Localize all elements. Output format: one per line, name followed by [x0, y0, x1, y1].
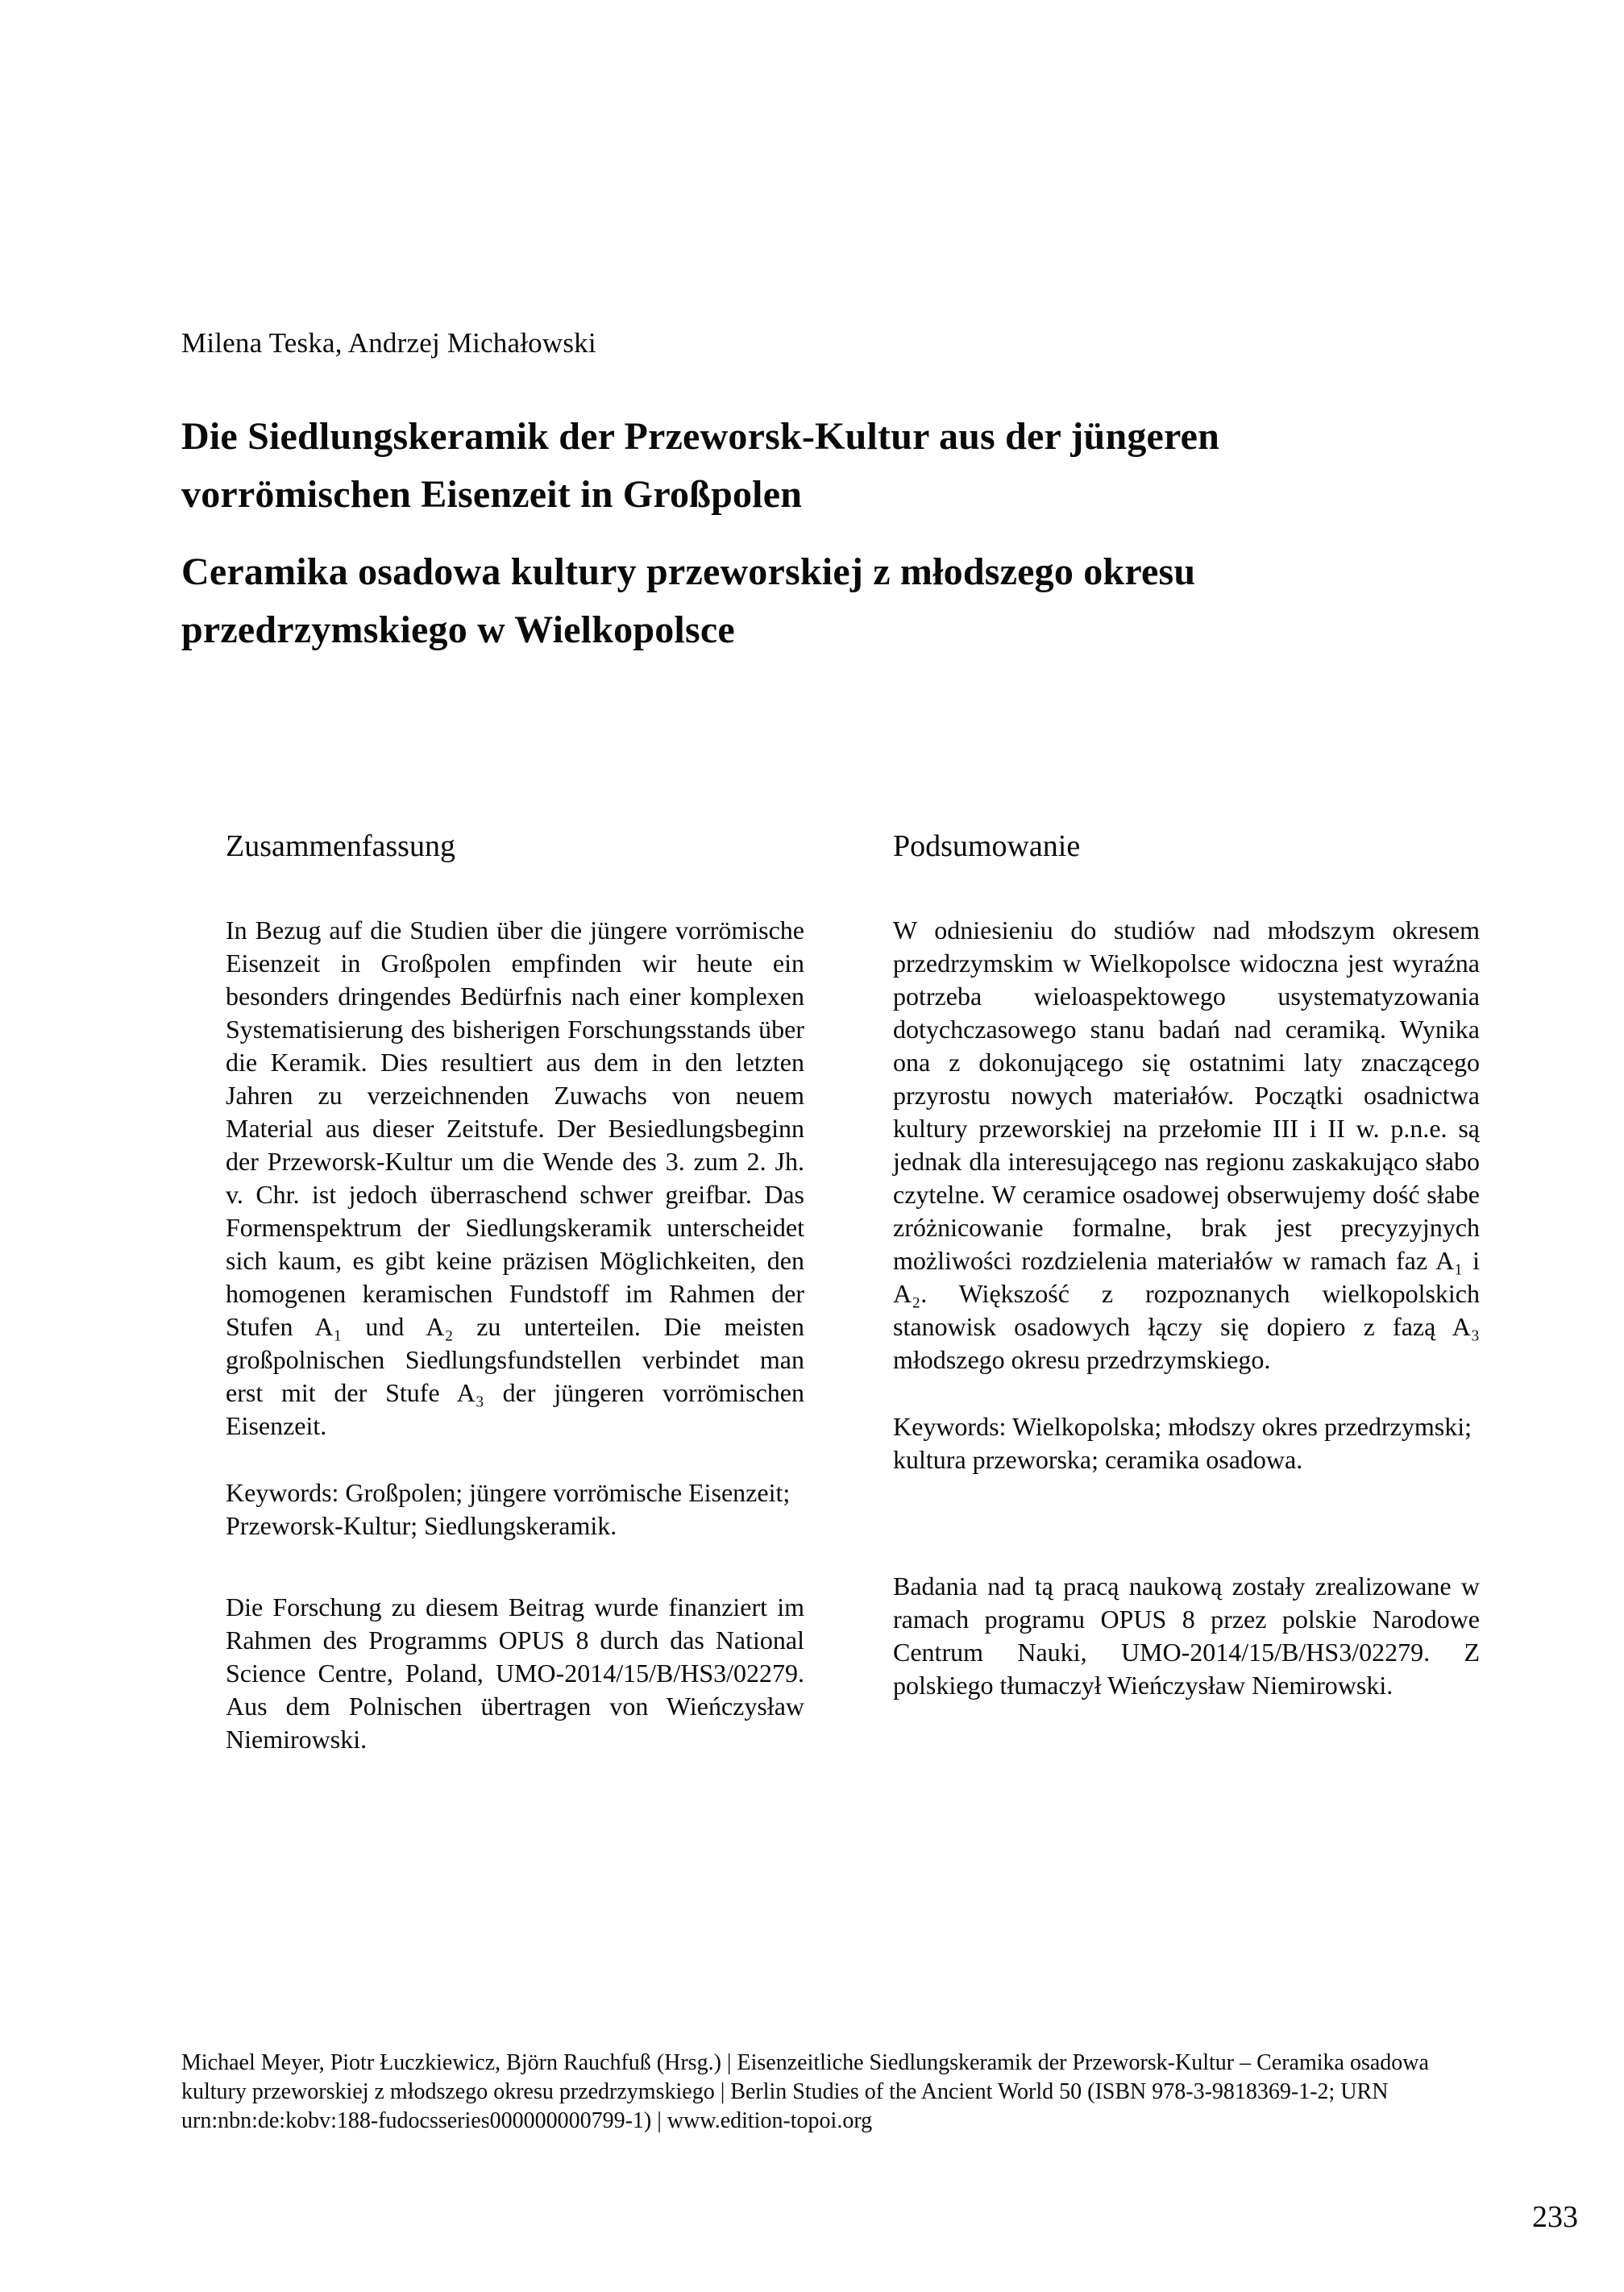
paper-title-german: Die Siedlungskeramik der Przeworsk-Kultur aus der jüngeren vorrömischen Eisenzeit in Großpolen [181, 415, 1220, 517]
abstract-text-polish: W odniesieniu do studiów nad młodszym okresem przedrzymskim w Wielkopolsce widoczna jest wyraźna potrzeba wieloaspektowego usystematyzowania dotychczasowego stanu badań nad ceramiką. Wynika ona z dokonującego się ostatnimi laty znaczącego przyrostu nowych materiałów. Początki osadnictwa kultury przeworskiej na przełomie III i II w. p.n.e. są jednak dla interesującego nas regionu zaskakująco słabo czytelne. W ceramice osadowej obserwujemy dość słabe zróżnicowanie formalne, brak jest precyzyjnych możliwości rozdzielenia materiałów w ramach faz A₁ i A₂. Większość z rozpoznanych wielkopolskich stanowisk osadowych łączy się dopiero z fazą A₃ młodszego okresu przedrzymskiego. [893, 916, 1480, 1374]
abstract-text-german: In Bezug auf die Studien über die jüngere vorrömische Eisenzeit in Großpolen empfinden wir heute ein besonders dringendes Bedürfnis nach einer komplexen Systematisierung des bisherigen Forschungsstands über die Keramik. Dies resultiert aus dem in den letzten Jahren zu verzeichnenden Zuwachs von neuem Material aus dieser Zeitstufe. Der Besiedlungsbeginn der Przeworsk-Kultur um die Wende des 3. zum 2. Jh. v. Chr. ist jedoch überraschend schwer greifbar. Das Formenspektrum der Siedlungskeramik unterscheidet sich kaum, es gibt keine präzisen Möglichkeiten, den homogenen keramischen Fundstoff im Rahmen der Stufen A₁ und A₂ zu unterteilen. Die meisten großpolnischen Siedlungsfundstellen verbindet man erst mit der Stufe A₃ der jüngeren vorrömischen Eisenzeit. [226, 916, 804, 1440]
abstract-heading-german: Zusammenfassung [226, 829, 455, 863]
abstract-column-german [226, 827, 804, 1756]
paper-title-polish: Ceramika osadowa kultury przeworskiej z młodszego okresu przedrzymskiego w Wielkopolsce [181, 550, 1196, 652]
funding-note-polish: Badania nad tą pracą naukową zostały zrealizowane w ramach programu OPUS 8 przez polskie Narodowe Centrum Nauki, UMO-2014/15/B/HS3/02279. Z polskiego tłumaczył Wieńczysław Niemirowski. [893, 1572, 1480, 1700]
funding-note-german: Die Forschung zu diesem Beitrag wurde finanziert im Rahmen des Programms OPUS 8 durch das National Science Centre, Poland, UMO-2014/15/B/HS3/02279. Aus dem Polnischen übertragen von Wieńczysław Niemirowski. [226, 1592, 804, 1754]
author-line: Milena Teska, Andrzej Michałowski [181, 327, 596, 359]
colophon-footer: Michael Meyer, Piotr Łuczkiewicz, Björn Rauchfuß (Hrsg.) | Eisenzeitliche Siedlungskeramik der Przeworsk-Kultur – Ceramika osadowa kultury przeworskiej z młodszego okresu przedrzymskiego | Berlin Studies of the Ancient World 50 (ISBN 978-3-9818369-1-2; URN urn:nbn:de:kobv:188-fudocsseries000000000799-1) | www.edition-topoi.org [181, 2050, 1429, 2133]
keywords-polish: Keywords: Wielkopolska; młodszy okres przedrzymski; kultura przeworska; ceramika osadowa. [893, 1412, 1472, 1474]
keywords-german: Keywords: Großpolen; jüngere vorrömische Eisenzeit; Przeworsk-Kultur; Siedlungskeramik. [226, 1478, 791, 1540]
abstract-column-polish [893, 827, 1480, 1702]
abstract-heading-polish: Podsumowanie [893, 829, 1081, 863]
page-number: 233 [1532, 2200, 1578, 2234]
